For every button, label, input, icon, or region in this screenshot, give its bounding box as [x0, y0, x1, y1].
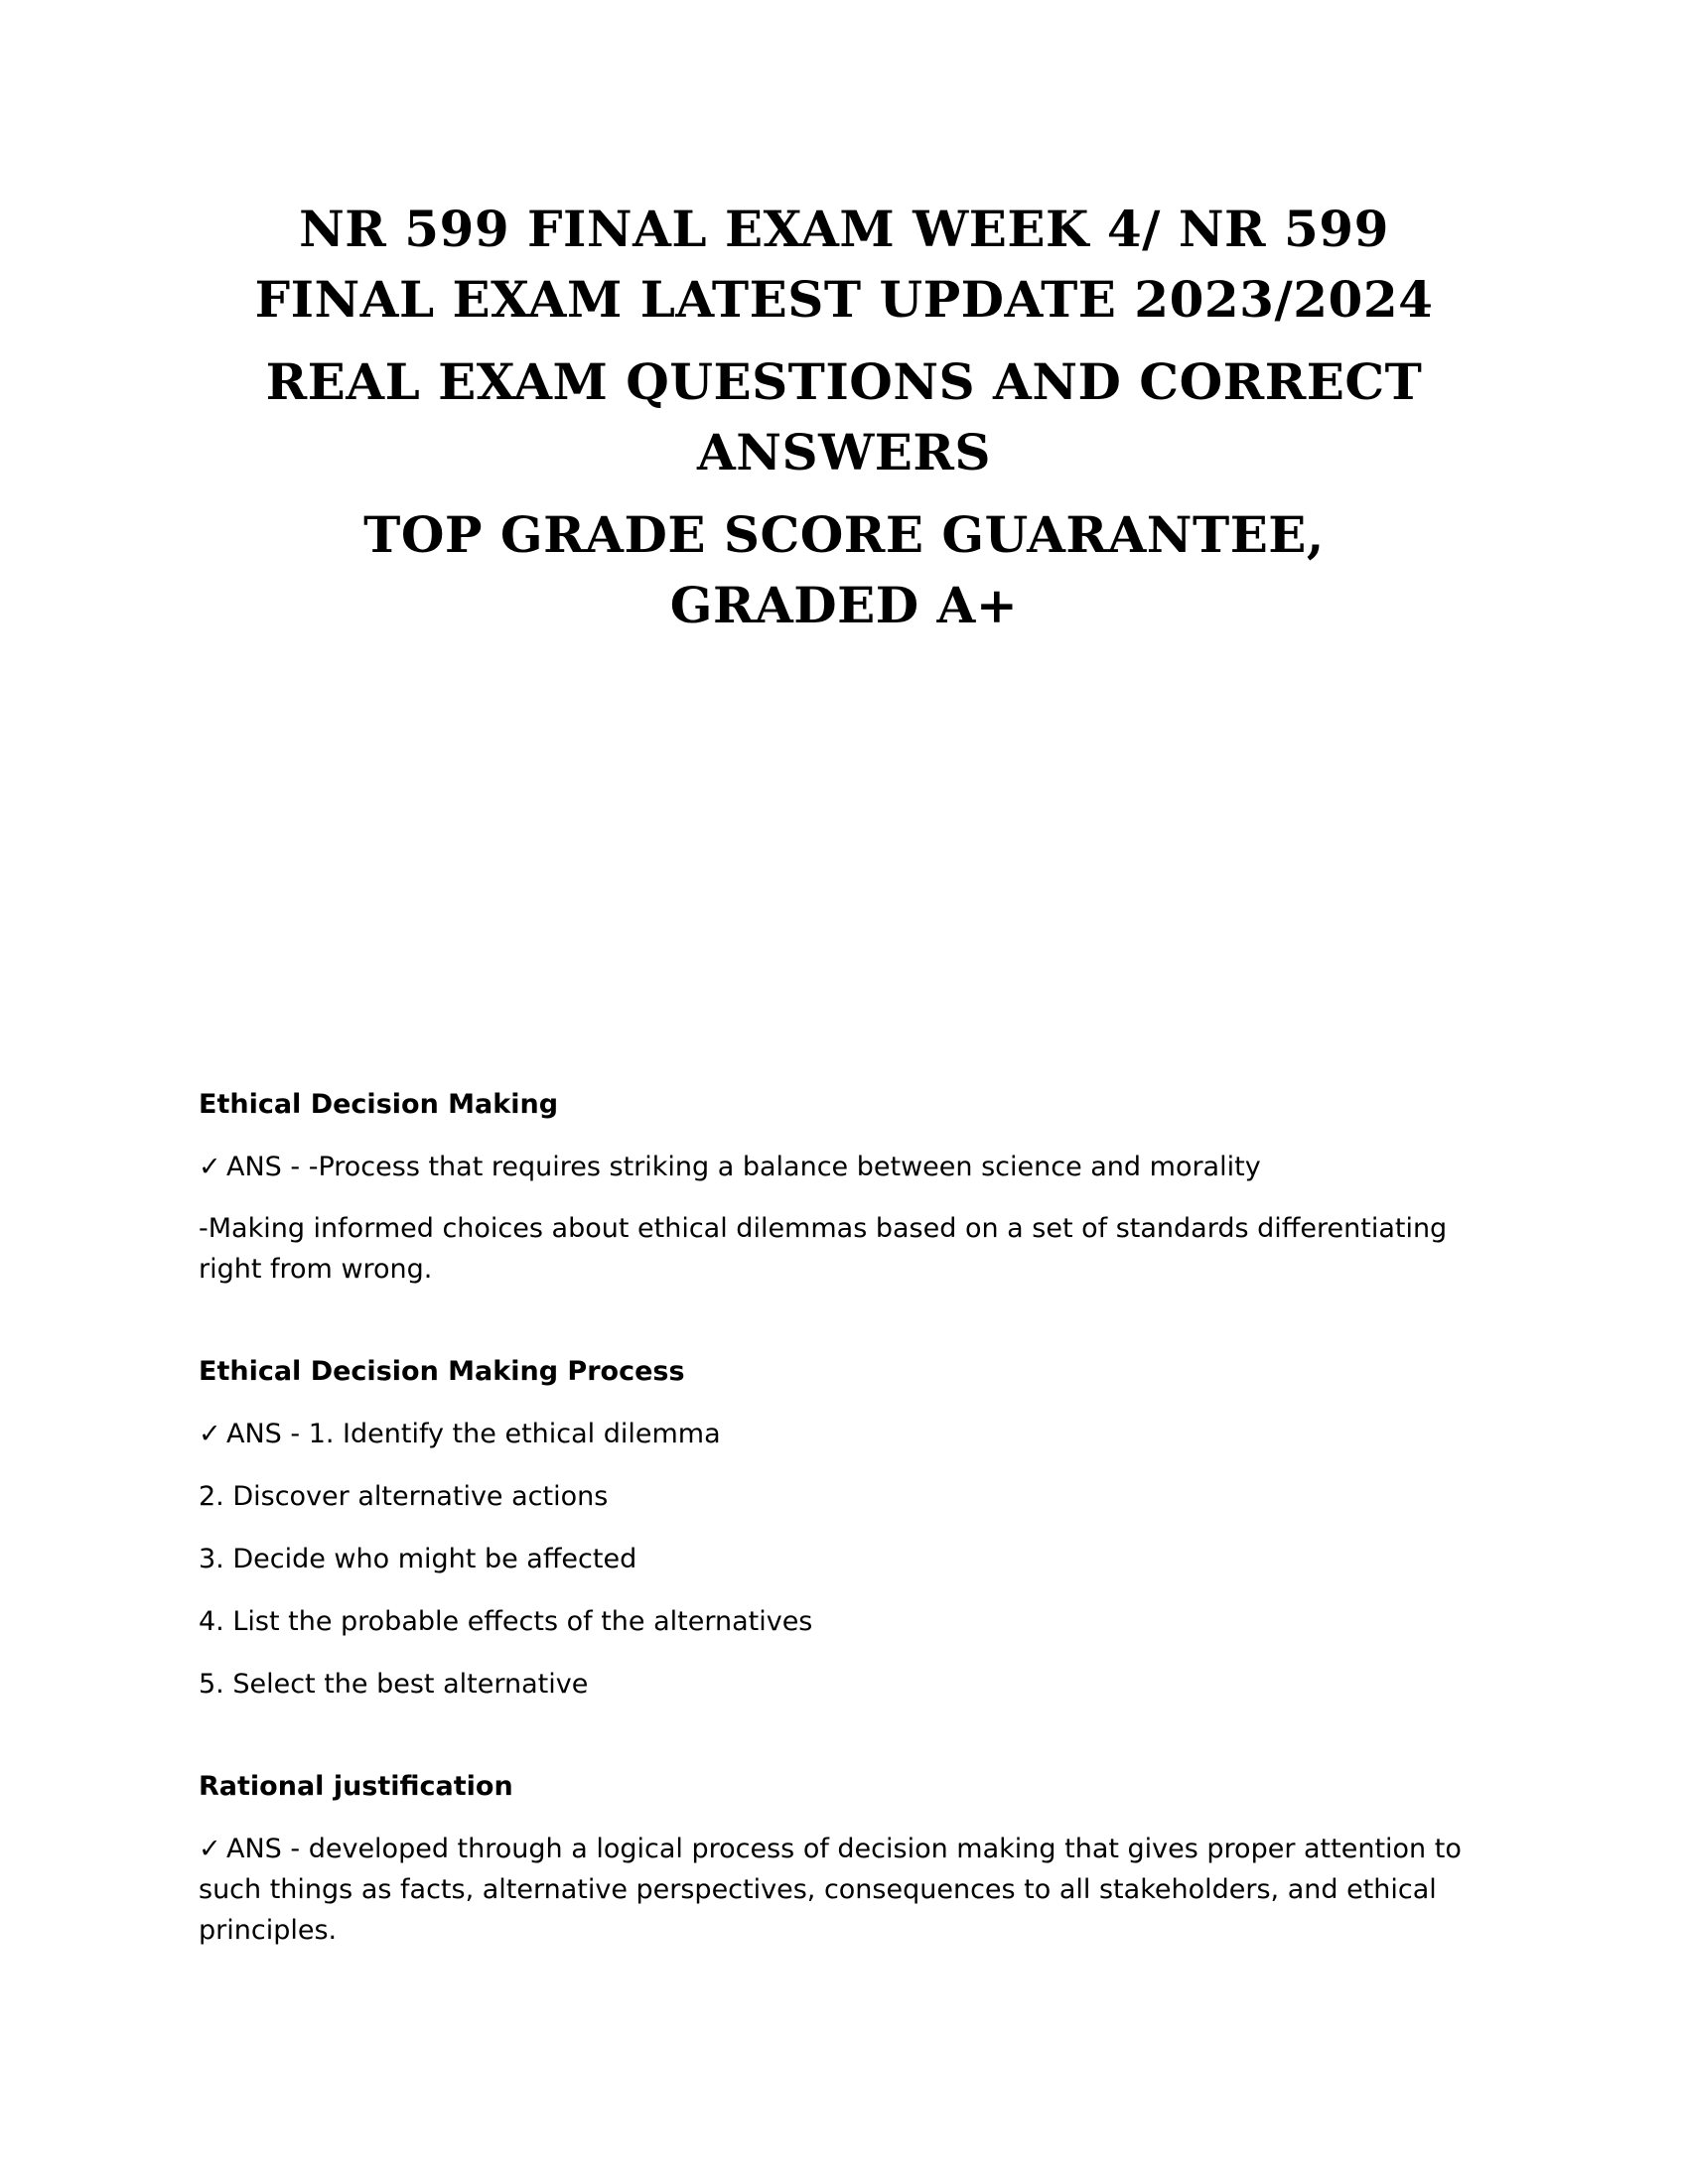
term-heading: Ethical Decision Making Process	[199, 1356, 685, 1387]
title-line-4: ANSWERS	[696, 423, 992, 481]
title-line-1: NR 599 FINAL EXAM WEEK 4/ NR 599	[299, 200, 1389, 258]
answer-text: ANS - developed through a logical process of decision making that gives proper attention to such things as facts, alternative perspectives, consequences to all stakeholders, and ethical principles.	[199, 1834, 1462, 1946]
answer-line	[199, 1829, 1489, 1951]
answer-line	[199, 1414, 1489, 1454]
title-line-2: FINAL EXAM LATEST UPDATE 2023/2024	[254, 270, 1434, 329]
answer-text: ANS - 1. Identify the ethical dilemma	[226, 1419, 721, 1449]
answer-text: ANS - -Process that requires striking a balance between science and morality	[226, 1152, 1261, 1182]
term-heading: Ethical Decision Making	[199, 1089, 559, 1120]
answer-step: 5. Select the best alternative	[199, 1669, 589, 1700]
check-mark-icon: ✓	[199, 1419, 221, 1449]
answer-continuation: -Making informed choices about ethical dilemmas based on a set of standards differentiating right from wrong.	[199, 1213, 1448, 1285]
qa-item	[199, 1084, 1489, 1290]
qa-item	[199, 1351, 1489, 1705]
title-line-3: REAL EXAM QUESTIONS AND CORRECT	[265, 352, 1423, 411]
term-heading: Rational justification	[199, 1771, 513, 1802]
answer-step: 3. Decide who might be affected	[199, 1544, 637, 1574]
answer-step: 4. List the probable effects of the alternatives	[199, 1606, 813, 1637]
document-title	[149, 194, 1539, 652]
qa-content	[199, 1084, 1489, 2012]
answer-line	[199, 1147, 1489, 1187]
title-line-5: TOP GRADE SCORE GUARANTEE,	[363, 505, 1325, 564]
answer-step: 2. Discover alternative actions	[199, 1481, 609, 1512]
qa-item	[199, 1766, 1489, 1951]
check-mark-icon: ✓	[199, 1152, 221, 1182]
title-line-6: GRADED A+	[669, 576, 1019, 634]
check-mark-icon: ✓	[199, 1834, 221, 1864]
